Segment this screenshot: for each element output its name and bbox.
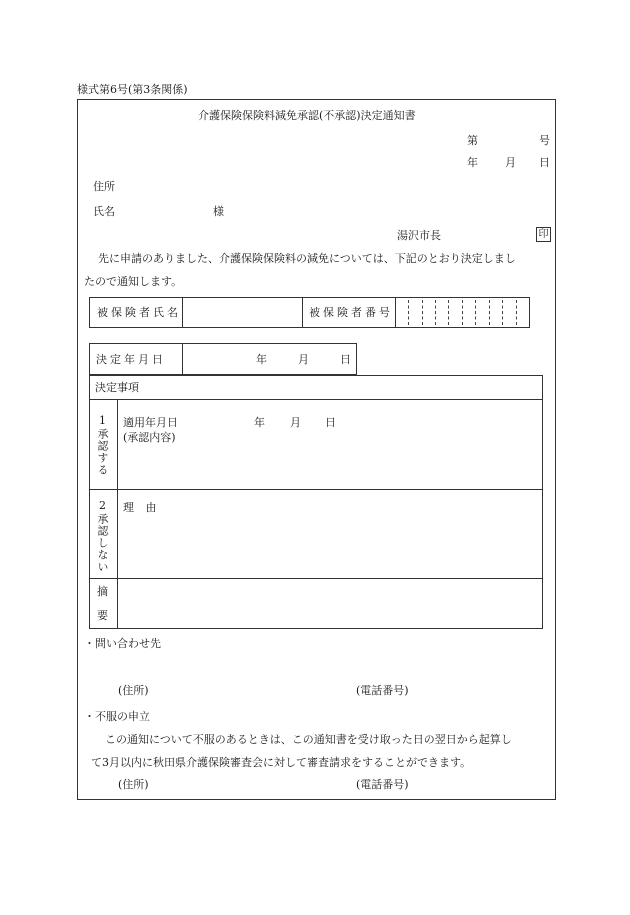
intro-line-1: 先に申請のありました、介護保険保険料の減免については、下記のとおり決定しまし xyxy=(98,252,516,265)
remarks-label-2: 要 xyxy=(97,609,108,622)
intro-line-2: たので通知します。 xyxy=(84,275,183,288)
date-day: 日 xyxy=(539,156,550,169)
appeal-phone: (電話番号) xyxy=(356,778,409,791)
decision-date-label: 決定年月日 xyxy=(96,353,166,366)
insured-number-label: 被保険者番号 xyxy=(309,306,393,319)
approve-side-label: 1承認する xyxy=(96,414,109,476)
digit-separator xyxy=(448,300,449,325)
digit-separator xyxy=(435,300,436,325)
remarks-label-1: 摘 xyxy=(97,585,108,598)
address-label: 住所 xyxy=(93,180,115,193)
decision-items-label: 決定事項 xyxy=(95,381,139,394)
document-title: 介護保険保険料減免承認(不承認)決定通知書 xyxy=(198,109,416,122)
appeal-line-2: て3月以内に秋田県介護保険審査会に対して審査請求をすることができます。 xyxy=(91,756,472,769)
digit-separator xyxy=(462,300,463,325)
doc-number-suffix: 号 xyxy=(539,134,550,147)
seal-stamp: 印 xyxy=(536,227,551,242)
approval-content-label: (承認内容) xyxy=(123,431,176,444)
apply-date-year: 年 xyxy=(254,416,265,429)
date-month: 月 xyxy=(505,156,516,169)
inquiry-address: (住所) xyxy=(118,684,149,697)
appeal-heading: ・不服の申立 xyxy=(84,710,150,723)
issuer: 湯沢市長 xyxy=(397,229,441,242)
apply-date-month: 月 xyxy=(290,416,301,429)
digit-separator xyxy=(516,300,517,325)
decision-date-day: 日 xyxy=(340,353,351,366)
apply-date-day: 日 xyxy=(325,416,336,429)
digit-separator xyxy=(408,300,409,325)
honorific: 様 xyxy=(213,205,224,218)
date-year: 年 xyxy=(467,156,478,169)
inquiry-phone: (電話番号) xyxy=(356,684,409,697)
appeal-line-1: この通知について不服のあるときは、この通知書を受け取った日の翌日から起算し xyxy=(105,733,512,746)
doc-number-prefix: 第 xyxy=(467,134,478,147)
deny-side-label: 2承認しない xyxy=(96,499,109,573)
name-label: 氏名 xyxy=(93,205,115,218)
digit-separator xyxy=(475,300,476,325)
apply-date-label: 適用年月日 xyxy=(123,416,178,429)
digit-separator xyxy=(422,300,423,325)
form-number: 様式第6号(第3条関係) xyxy=(77,83,188,96)
insured-name-label: 被保険者氏名 xyxy=(97,306,181,319)
digit-separator xyxy=(502,300,503,325)
digit-separator xyxy=(489,300,490,325)
appeal-address: (住所) xyxy=(118,778,149,791)
decision-date-month: 月 xyxy=(298,353,309,366)
inquiry-heading: ・問い合わせ先 xyxy=(84,637,161,650)
decision-date-year: 年 xyxy=(256,353,267,366)
reason-label: 理 由 xyxy=(123,501,161,514)
